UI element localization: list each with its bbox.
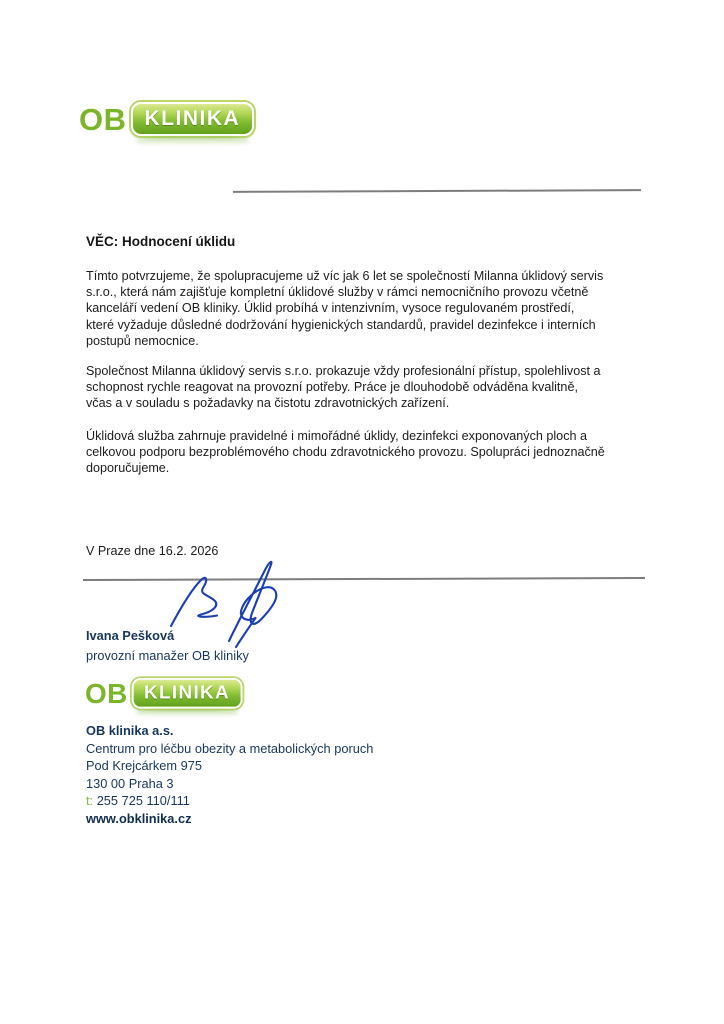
date-place-line: V Praze dne 16.2. 2026 (86, 544, 219, 558)
paragraph-line: včas a v souladu s požadavky na čistotu zdravotnických zařízení. (86, 396, 450, 411)
subject-line: VĚC: Hodnocení úklidu (86, 234, 236, 249)
header-rule (233, 189, 641, 192)
paragraph-line: schopnost rychle reagovat na provozní potřeby. Práce je dlouhodobě odváděna kvalitně, (86, 380, 578, 395)
paragraph-line: Tímto potvrzujeme, že spolupracujeme už víc jak 6 let se společností Milanna úklidový servis (86, 269, 604, 283)
logo-reflection (135, 710, 239, 718)
street-address: Pod Krejcárkem 975 (86, 758, 202, 774)
phone-prefix: t: (86, 793, 94, 809)
logo-klinika-badge: KLINIKA (131, 678, 242, 709)
logo-klinika-badge: KLINIKA (131, 102, 255, 136)
logo-ob-text: OB (79, 101, 127, 137)
paragraph-line: postupů nemocnice. (86, 333, 199, 348)
ob-klinika-footer-logo (85, 678, 243, 709)
phone-line (86, 792, 373, 810)
paragraph-line: kanceláří vedení OB kliniky. Úklid probíhá v intenzivním, vysoce regulovaném prostředí, (86, 301, 575, 316)
footer-address-block (86, 722, 373, 828)
logo-ob-text: OB (85, 677, 128, 710)
paragraph-line: doporučujeme. (86, 461, 170, 476)
city-address: 130 00 Praha 3 (86, 775, 174, 791)
phone-number: 255 725 110/111 (96, 793, 190, 809)
company-tagline: Centrum pro léčbu obezity a metabolických poruch (86, 740, 374, 756)
website-url: www.obklinika.cz (86, 810, 192, 826)
logo-reflection (135, 137, 251, 146)
paragraph-line: celkovou podporu bezproblémového chodu zdravotnického provozu. Spolupráci jednoznačně (86, 445, 605, 460)
paragraph-1 (86, 268, 603, 349)
signatory-title: provozní manažer OB kliniky (86, 648, 249, 663)
logo-badge-wrap (131, 102, 255, 136)
paragraph-line: které vyžaduje důsledné dodržování hygienických standardů, pravidel dezinfekce i interních (86, 317, 596, 332)
handwritten-signature (163, 556, 295, 654)
paragraph-3 (86, 428, 605, 477)
logo-badge-wrap (131, 678, 242, 709)
signatory-name: Ivana Pešková (86, 628, 175, 643)
ob-klinika-logo (79, 102, 254, 136)
paragraph-2 (86, 363, 601, 412)
paragraph-line: Společnost Milanna úklidový servis s.r.o. prokazuje vždy profesionální přístup, spolehlivost a (86, 364, 601, 378)
paragraph-line: Úklidová služba zahrnuje pravidelné i mimořádné úklidy, dezinfekci exponovaných ploch a (86, 429, 587, 443)
paragraph-line: s.r.o., která nám zajišťuje kompletní úklidové služby v rámci nemocničního provozu včetně (86, 285, 589, 300)
company-name: OB klinika a.s. (86, 723, 174, 738)
